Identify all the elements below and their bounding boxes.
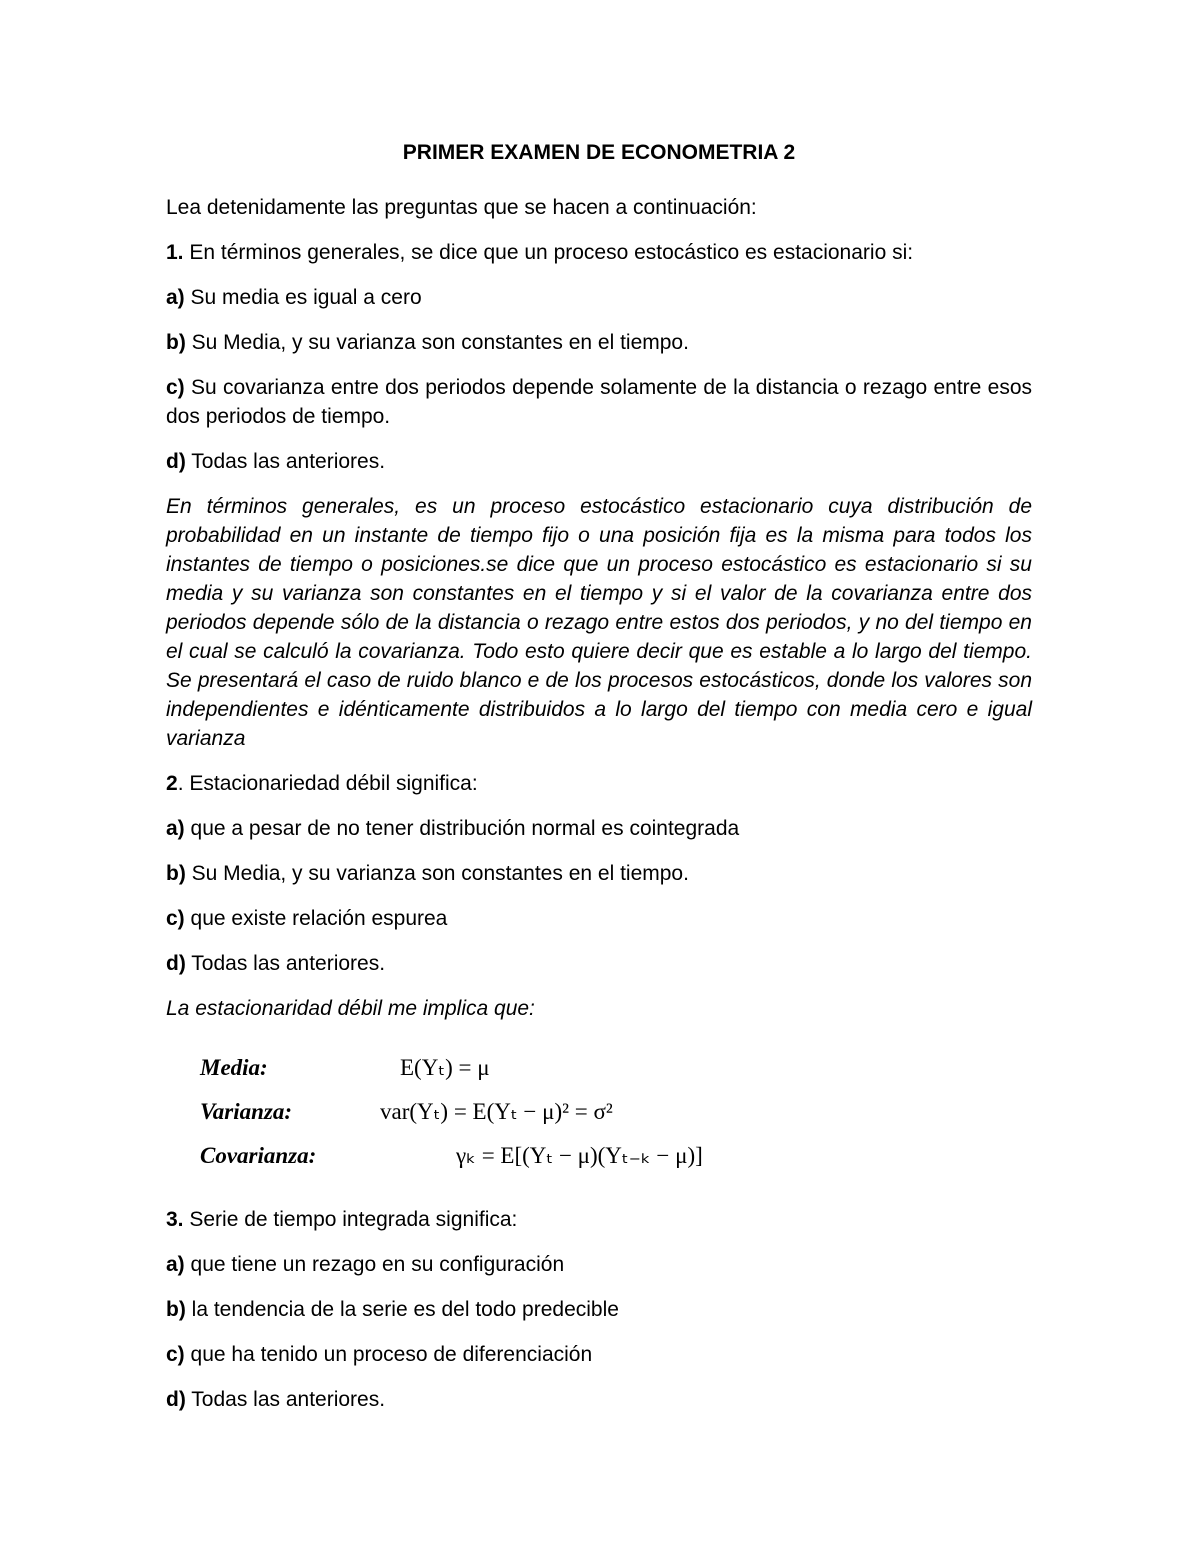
option-3b bbox=[166, 1295, 1032, 1324]
option-3d bbox=[166, 1385, 1032, 1414]
option-key: a) bbox=[166, 1253, 185, 1276]
option-text: Todas las anteriores. bbox=[185, 1388, 386, 1411]
intro-text: Lea detenidamente las preguntas que se hacen a continuación: bbox=[166, 196, 757, 219]
question-3 bbox=[166, 1205, 1032, 1234]
option-key: c) bbox=[166, 907, 185, 930]
option-text: Su covarianza entre dos periodos depende solamente de la distancia o rezago entre esos dos periodos de tiempo. bbox=[166, 376, 1032, 428]
option-text: Su media es igual a cero bbox=[184, 286, 422, 309]
formula-block bbox=[200, 1053, 1032, 1185]
option-1d bbox=[166, 447, 1032, 476]
option-key: d) bbox=[166, 450, 186, 473]
answer-2: La estacionaridad débil me implica que: bbox=[166, 997, 535, 1020]
option-text: Todas las anteriores. bbox=[185, 952, 386, 975]
question-number: 2 bbox=[166, 772, 178, 795]
formula-row-media bbox=[200, 1053, 1032, 1097]
option-3a bbox=[166, 1250, 1032, 1279]
option-text: Su Media, y su varianza son constantes en el tiempo. bbox=[185, 331, 689, 354]
formula-expression: E(Yₜ) = μ bbox=[400, 1055, 490, 1080]
formula-expression: γₖ = E[(Yₜ − μ)(Yₜ₋ₖ − μ)] bbox=[456, 1143, 703, 1168]
option-text: que existe relación espurea bbox=[184, 907, 448, 930]
question-2 bbox=[166, 769, 1032, 798]
page-title: PRIMER EXAMEN DE ECONOMETRIA 2 bbox=[402, 141, 796, 164]
option-2c bbox=[166, 904, 1032, 933]
option-text: que a pesar de no tener distribución normal es cointegrada bbox=[184, 817, 740, 840]
question-number: 1. bbox=[166, 241, 184, 264]
question-text: . Estacionariedad débil significa: bbox=[177, 772, 478, 795]
option-key: b) bbox=[166, 862, 186, 885]
question-text: Serie de tiempo integrada significa: bbox=[183, 1208, 518, 1231]
option-1a bbox=[166, 283, 1032, 312]
answer-1: En términos generales, es un proceso estocástico estacionario cuya distribución de probabilidad en un instante de tiempo fijo o una posición fija es la misma para todos los instantes de tiempo o posiciones.se dice que un proceso estocástico es estacionario si su media y su varianza son constantes en el tiempo y si el valor de la covarianza entre dos periodos depende sólo de la distancia o rezago entre estos dos periodos, y no del tiempo en el cual se calculó la covarianza. Todo esto quiere decir que es estable a lo largo del tiempo. Se presentará el caso de ruido blanco e de los procesos estocásticos, donde los valores son independientes e idénticamente distribuidos a lo largo del tiempo con media cero e igual varianza bbox=[166, 495, 1032, 750]
option-text: Todas las anteriores. bbox=[185, 450, 386, 473]
option-1c bbox=[166, 373, 1032, 431]
option-key: b) bbox=[166, 1298, 186, 1321]
question-text: En términos generales, se dice que un proceso estocástico es estacionario si: bbox=[183, 241, 914, 264]
question-1 bbox=[166, 238, 1032, 267]
formula-label: Covarianza: bbox=[200, 1143, 317, 1168]
option-text: Su Media, y su varianza son constantes en el tiempo. bbox=[185, 862, 689, 885]
option-text: que ha tenido un proceso de diferenciación bbox=[184, 1343, 593, 1366]
document-page bbox=[166, 138, 1032, 1430]
option-2b bbox=[166, 859, 1032, 888]
formula-label: Varianza: bbox=[200, 1099, 293, 1124]
formula-row-covarianza bbox=[200, 1141, 1032, 1185]
option-key: b) bbox=[166, 331, 186, 354]
option-key: a) bbox=[166, 286, 185, 309]
formula-label: Media: bbox=[200, 1055, 268, 1080]
question-number: 3. bbox=[166, 1208, 184, 1231]
option-2a bbox=[166, 814, 1032, 843]
option-2d bbox=[166, 949, 1032, 978]
option-key: a) bbox=[166, 817, 185, 840]
option-1b bbox=[166, 328, 1032, 357]
option-key: c) bbox=[166, 376, 185, 399]
formula-expression: var(Yₜ) = E(Yₜ − μ)² = σ² bbox=[380, 1099, 613, 1124]
option-key: d) bbox=[166, 1388, 186, 1411]
option-3c bbox=[166, 1340, 1032, 1369]
option-key: d) bbox=[166, 952, 186, 975]
option-text: la tendencia de la serie es del todo predecible bbox=[185, 1298, 619, 1321]
option-key: c) bbox=[166, 1343, 185, 1366]
option-text: que tiene un rezago en su configuración bbox=[184, 1253, 565, 1276]
formula-row-varianza bbox=[200, 1097, 1032, 1141]
